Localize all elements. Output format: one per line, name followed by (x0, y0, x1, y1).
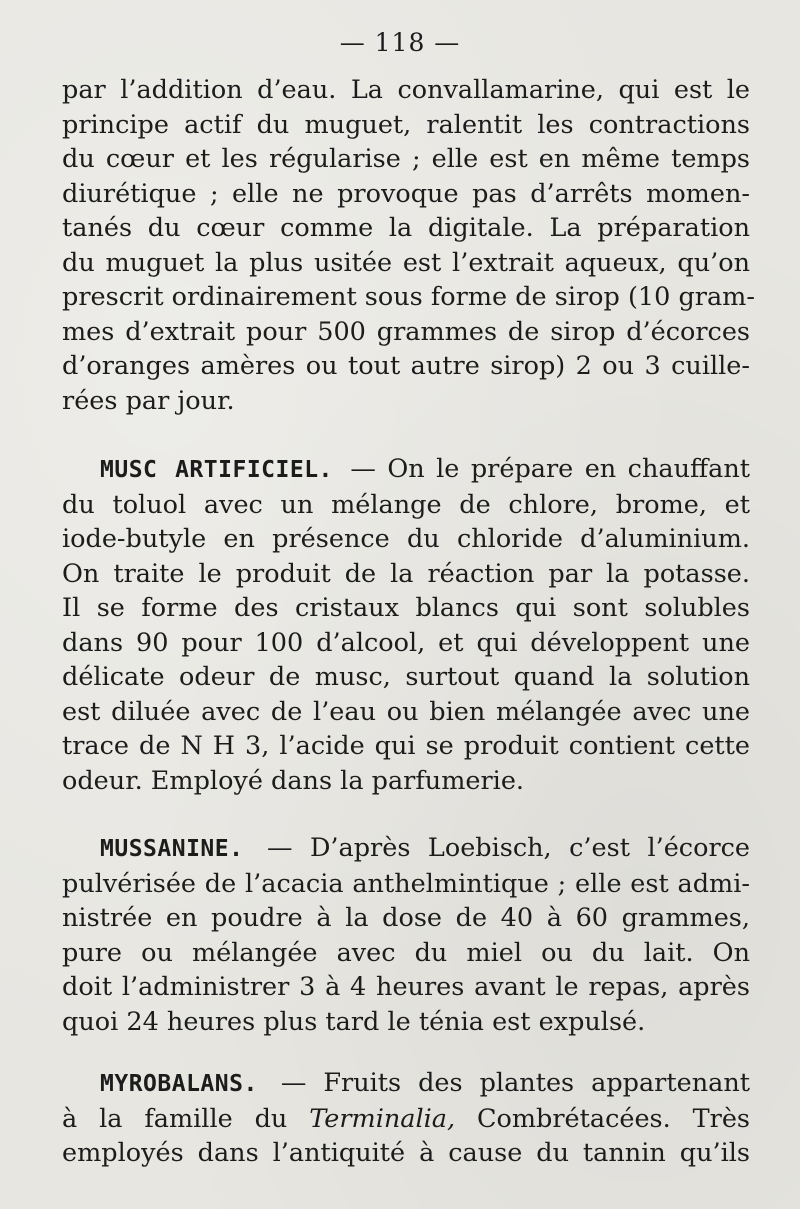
text-segment: Combrétacées. Très (477, 1103, 751, 1134)
text-line: rées par jour. (62, 385, 235, 416)
text-line: du cœur et les régularise ; elle est en même temps (62, 144, 750, 174)
text-line: iode-butyle en présence du chloride d’aluminium. (62, 524, 750, 554)
text-line: On traite le produit de la réaction par la potasse. (62, 558, 750, 589)
entry-title: MUSC ARTIFICIEL. (100, 457, 333, 483)
text-line: employés dans l’antiquité à cause du tannin qu’ils (62, 1138, 750, 1168)
text-line: délicate odeur de musc, surtout quand la solution (62, 662, 750, 692)
text-line: prescrit ordinairement sous forme de sirop (10 gram- (62, 282, 755, 312)
entry-myrobalans (62, 1066, 750, 1171)
entry-mussanine (62, 831, 750, 1039)
entry-first-line-text: — Fruits des plantes appartenant (280, 1068, 751, 1098)
text-line: est diluée avec de l’eau ou bien mélangée avec une (62, 696, 750, 727)
text-line: du muguet la plus usitée est l’extrait aqueux, qu’on (62, 247, 750, 278)
italic-genus-name: Terminalia, (309, 1103, 456, 1134)
entry-first-line-text: — On le prépare en chauffant (350, 454, 751, 484)
text-line: trace de N H 3, l’acide qui se produit contient cette (62, 731, 750, 761)
text-line: odeur. Employé dans la parfumerie. (62, 765, 525, 796)
text-segment: à la famille du (62, 1103, 288, 1134)
page-number: — 118 — (339, 28, 461, 57)
paragraph-convallamarine (62, 73, 755, 418)
text-line: diurétique ; elle ne provoque pas d’arrêts momen- (62, 178, 750, 209)
text-line: d’oranges amères ou tout autre sirop) 2 ou 3 cuille- (62, 351, 750, 381)
entry-first-line (62, 831, 750, 867)
text-line (62, 1102, 750, 1137)
text-line: par l’addition d’eau. La convallamarine, qui est le (62, 75, 750, 105)
entry-title: MYROBALANS. (100, 1071, 258, 1097)
text-line: dans 90 pour 100 d’alcool, et qui développent une (62, 627, 750, 658)
text-line: du toluol avec un mélange de chlore, brome, et (62, 489, 750, 520)
entry-first-line-text: — D’après Loebisch, c’est l’écorce (266, 833, 750, 863)
entry-first-line (62, 452, 750, 488)
text-line: pulvérisée de l’acacia anthelmintique ; elle est admi- (62, 868, 750, 899)
text-line: quoi 24 heures plus tard le ténia est expulsé. (62, 1006, 646, 1037)
entry-musc-artificiel (62, 452, 750, 798)
entry-first-line (62, 1066, 750, 1102)
entry-title: MUSSANINE. (100, 836, 244, 862)
text-line: doit l’administrer 3 à 4 heures avant le repas, après (62, 972, 750, 1002)
text-line: mes d’extrait pour 500 grammes de sirop d’écorces (62, 316, 750, 347)
text-line: nistrée en poudre à la dose de 40 à 60 grammes, (62, 903, 750, 933)
text-line: principe actif du muguet, ralentit les contractions (62, 109, 750, 140)
text-line: Il se forme des cristaux blancs qui sont solubles (62, 593, 750, 623)
text-line: tanés du cœur comme la digitale. La préparation (62, 213, 750, 243)
text-line: pure ou mélangée avec du miel ou du lait. On (62, 937, 750, 968)
